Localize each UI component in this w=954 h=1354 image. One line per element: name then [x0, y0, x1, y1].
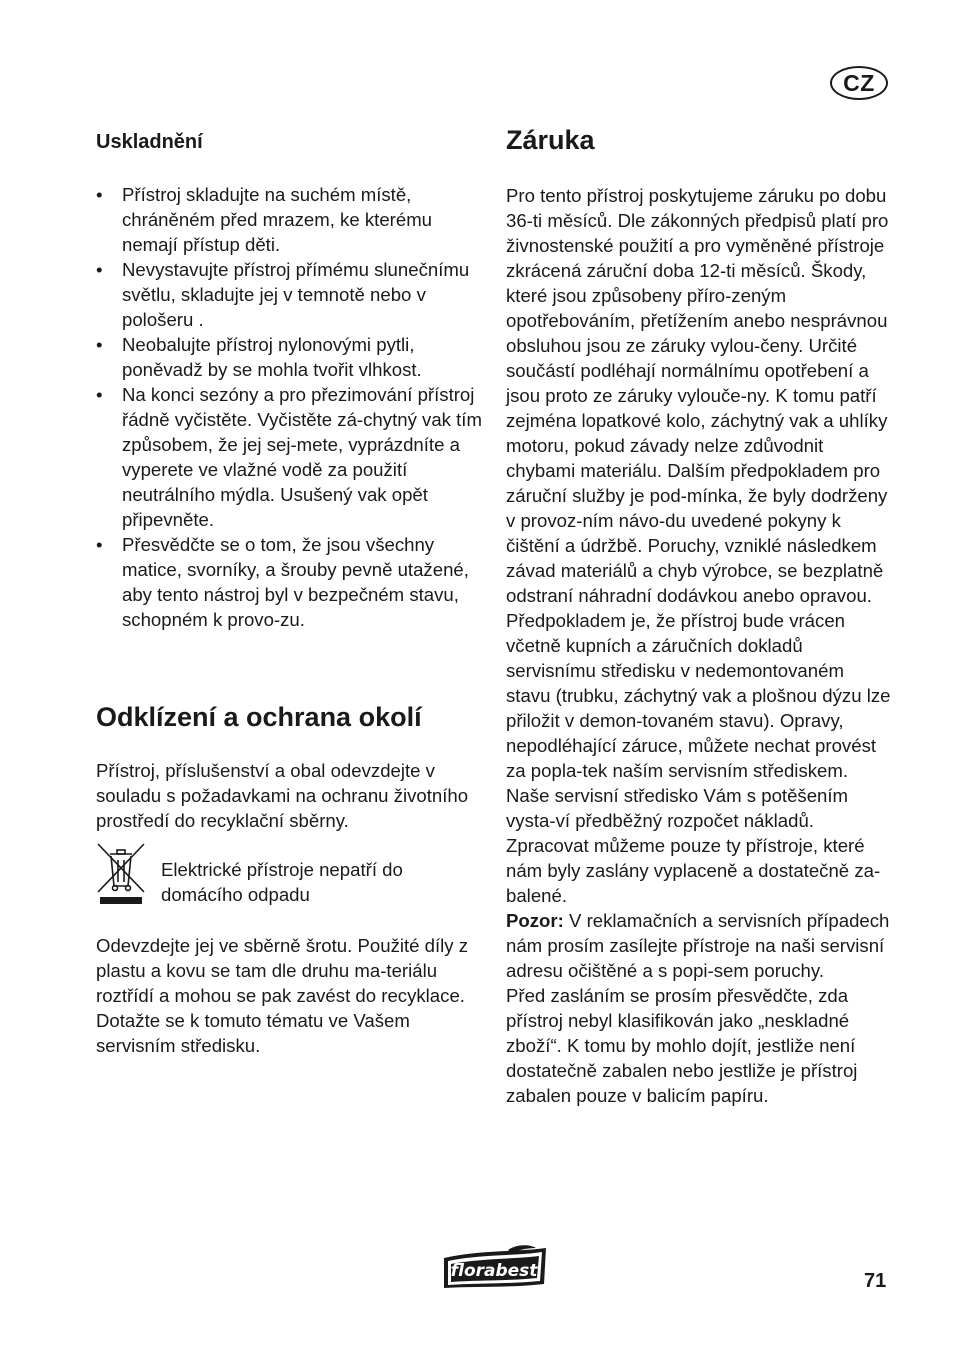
attention-text: V reklamačních a servisních případech nám prosím zasílejte přístroje na naši servisní adresu očištěné a s popi-sem poruchy.	[506, 910, 890, 981]
attention-label: Pozor:	[506, 910, 564, 931]
list-item: • Nevystavujte přístroj přímému slunečnímu světlu, skladujte jej v temnotě nebo v pološeru .	[96, 259, 470, 330]
warranty-heading: Záruka	[506, 125, 595, 155]
warranty-text	[506, 183, 892, 1108]
list-item: • Na konci sezóny a pro přezimování přístroj řádně vyčistěte. Vyčistěte zá-chytný vak tím způsobem, že jej sej-mete, vyprázdníte a vyperete ve vlažné vodě za použití neutrálního mýdla. Usušený vak opět připevněte.	[96, 384, 482, 530]
list-item: • Přístroj skladujte na suchém místě, chráněném před mrazem, ke kterému nemají přístup děti.	[96, 184, 433, 255]
weee-note: Elektrické přístroje nepatří do domácího odpadu	[161, 859, 403, 905]
florabest-logo	[438, 1244, 552, 1290]
weee-bin-icon	[96, 842, 146, 906]
warranty-final: Před zasláním se prosím přesvědčte, zda přístroj nebyl klasifikován jako „neskladné zboží“. K tomu by mohlo dojít, jestliže není dostatečně zabalen nebo jestliže je přístroj zabalen pouze v balicím papíru.	[506, 985, 858, 1106]
logo-text: florabest	[450, 1261, 538, 1281]
warranty-body: Pro tento přístroj poskytujeme záruku po dobu 36-ti měsíců. Dle zákonných předpisů platí pro živnostenské použití a pro vyměněné přístroje zkrácená záruční doba 12-ti měsíců. Škody, které jsou způsobeny příro-zeným opotřebováním, přetížením anebo nesprávnou obsluhou jsou ze záruky vylou-čeny. Určité součástí podléhají normálnímu opotřebení a jsou proto ze záruky vylouče-ny. K tomu patří zejména lopatkové kolo, záchytný vak a uhlíky motoru, pokud závady nelze zdůvodnit chybami materiálu. Dalším předpokladem pro záruční služby je pod-mínka, že byly dodrženy v provoz-ním návo-du uvedené pokyny k čištění a údržbě. Poruchy, vzniklé následkem závad materiálů a chyb výrobce, se bezplatně odstraní náhradní dodávkou anebo opravou. Předpokladem je, že přístroj bude vrácen včetně kupních a záručních dokladů servisnímu středisku v nedemontovaném stavu (trubku, záchytný vak a plošnou dýzu lze přiložit v demon-tovaném stavu). Opravy, nepodléhající záruce, můžete nechat provést za popla-tek naším servisním střediskem. Naše servisní středisko Vám s potěšením vysta-ví předběžný rozpočet nákladů. Zpracovat můžeme pouze ty přístroje, které nám byly zaslány vyplaceně a dostatečně za-balené.	[506, 185, 891, 906]
list-item: • Neobalujte přístroj nylonovými pytli, poněvadž by se mohla tvořit vlhkost.	[96, 334, 422, 380]
language-badge	[830, 66, 888, 100]
storage-heading: Uskladnění	[96, 131, 203, 153]
disposal-outro: Odevzdejte jej ve sběrně šrotu. Použité díly z plastu a kovu se tam dle druhu ma-teriálu roztřídí a mohou se pak zavést do recyklace. Dotažte se k tomuto tématu ve Vašem servisním středisku.	[96, 935, 469, 1056]
warranty-attention	[506, 908, 892, 983]
language-badge-label: CZ	[843, 69, 875, 96]
disposal-intro: Přístroj, příslušenství a obal odevzdejte v souladu s požadavkami na ochranu životního prostředí do recyklační sběrny.	[96, 760, 469, 831]
storage-list	[96, 182, 488, 632]
list-item: • Přesvědčte se o tom, že jsou všechny matice, svorníky, a šrouby pevně utažené, aby tento nástroj byl v bezpečném stavu, schopném k provo-zu.	[96, 534, 469, 630]
page-number: 71	[864, 1270, 887, 1292]
disposal-heading: Odklízení a ochrana okolí	[96, 702, 422, 732]
